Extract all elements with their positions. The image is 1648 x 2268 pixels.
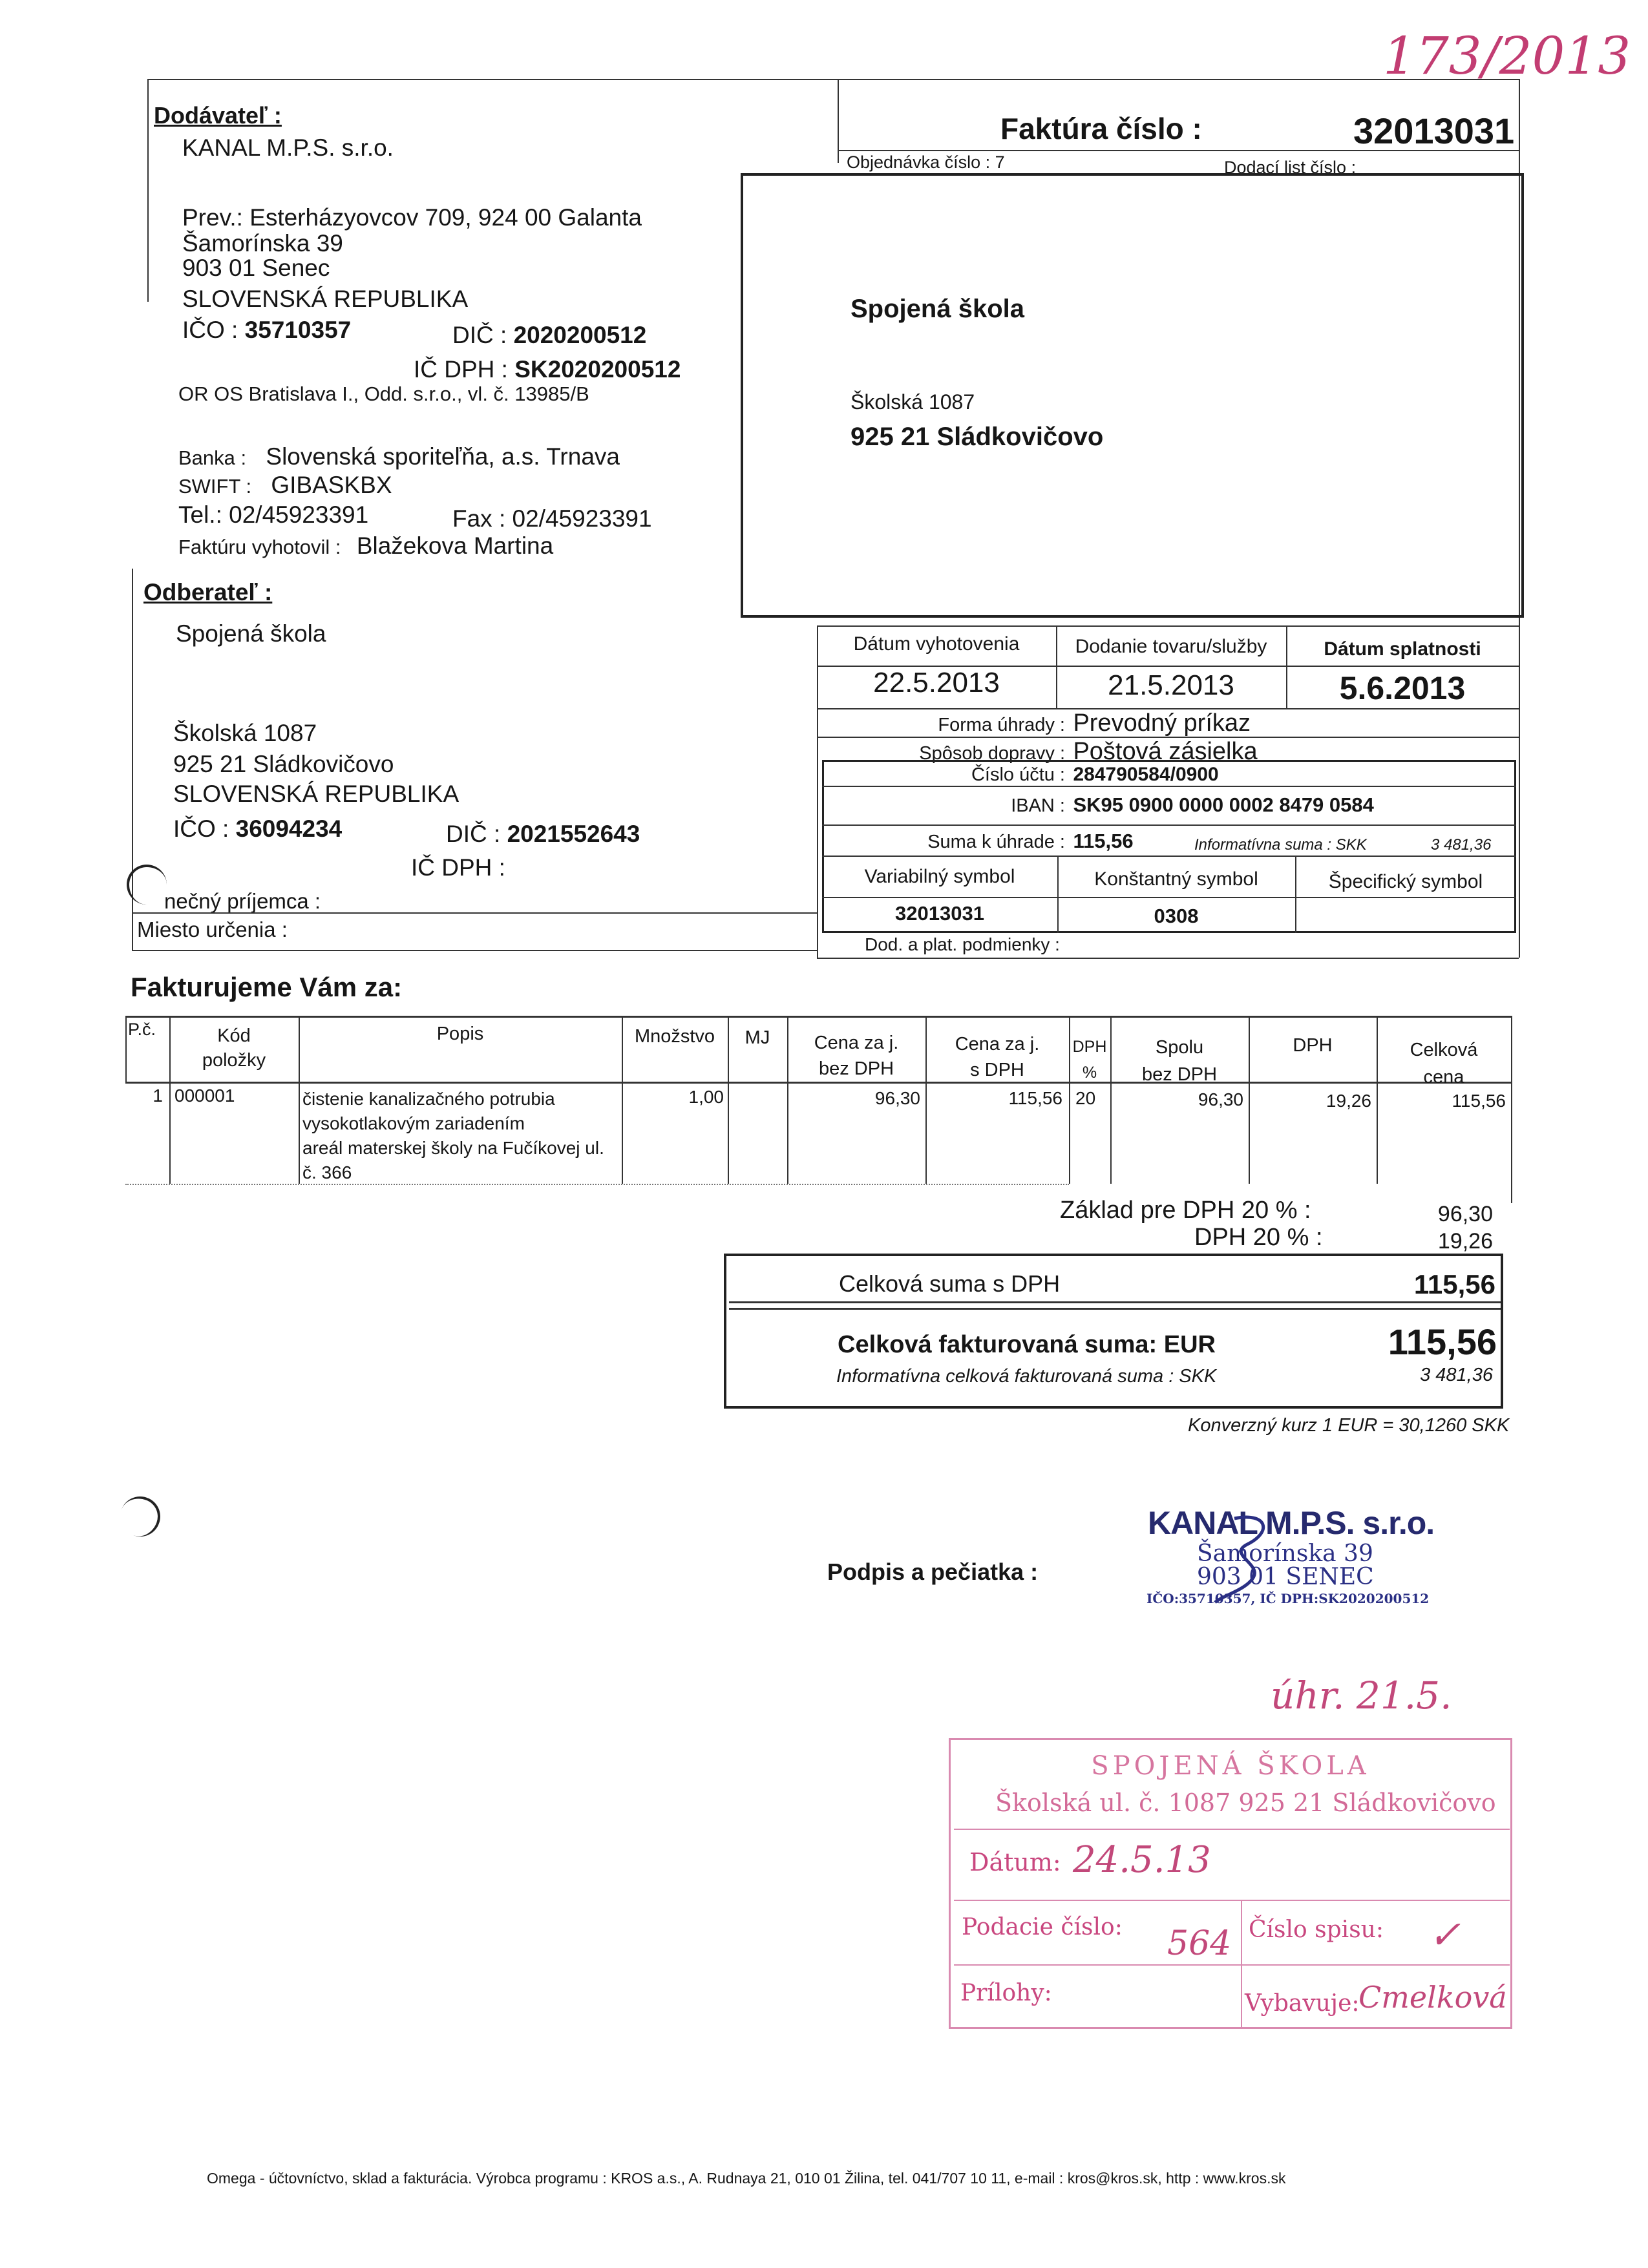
delivery-date-value: 21.5.2013	[1108, 669, 1234, 701]
customer-heading: Odberateľ :	[143, 579, 273, 605]
col-code-line2: položky	[202, 1050, 266, 1071]
item-total-net: 96,30	[1198, 1089, 1243, 1109]
gross-total-label: Celková suma s DPH	[839, 1270, 1061, 1297]
receipt-handler-value: Cmelková	[1358, 1980, 1507, 2015]
issue-date-label: Dátum vyhotovenia	[853, 633, 1020, 655]
iban	[822, 793, 1374, 817]
bank-label: Banka :	[178, 446, 247, 469]
punch-hole-mark	[114, 1491, 165, 1542]
company-stamp-line2: 903 01 SENEC	[1197, 1564, 1374, 1590]
item-pc: 1	[153, 1086, 163, 1106]
bank-value: Slovenská sporiteľňa, a.s. Trnava	[266, 443, 620, 470]
order-number: Objednávka číslo : 7	[847, 152, 1005, 172]
final-recipient-label: nečný príjemca :	[164, 889, 321, 913]
customer-ico-value: 36094234	[235, 815, 343, 842]
col-desc: Popis	[436, 1024, 484, 1044]
conditions-label: Dod. a plat. podmienky :	[865, 934, 1060, 954]
signature-label: Podpis a pečiatka :	[827, 1559, 1039, 1585]
totals-inner-line-2	[729, 1308, 1501, 1310]
receipt-handler-label: Vybavuje:	[1245, 1990, 1360, 2017]
item-desc-line2: vysokotlakovým zariadením	[302, 1113, 525, 1133]
amount-due-value: 115,56	[1073, 830, 1134, 852]
icdph-label: IČ DPH :	[414, 356, 508, 383]
supplier-ico	[182, 318, 351, 342]
frame-top-line	[147, 79, 1519, 80]
item-total: 115,56	[1452, 1091, 1506, 1111]
receipt-stamp-address: Školská ul. č. 1087 925 21 Sládkovičovo	[995, 1789, 1496, 1817]
receipt-file-value: ✓	[1428, 1913, 1461, 1958]
amount-info-value: 3 481,36	[1431, 836, 1492, 854]
due-date-label: Dátum splatnosti	[1324, 638, 1481, 660]
frame-bottom-line	[132, 950, 817, 951]
handwritten-reference: 173/2013	[1383, 26, 1631, 86]
iban-line	[822, 824, 1516, 826]
item-vat-amount: 19,26	[1326, 1091, 1371, 1111]
customer-dic	[446, 822, 640, 846]
iban-value: SK95 0900 0000 0002 8479 0584	[1073, 793, 1374, 816]
frame-bottom-line-right	[817, 958, 1519, 959]
item-desc-line4: č. 366	[302, 1162, 352, 1182]
supplier-heading: Dodávateľ :	[154, 102, 282, 129]
supplier-country: SLOVENSKÁ REPUBLIKA	[182, 286, 469, 312]
supplier-register: OR OS Bratislava I., Odd. s.r.o., vl. č. 13985/B	[178, 383, 589, 405]
shipping-value: Poštová zásielka	[1073, 738, 1258, 765]
customer-ico	[173, 817, 342, 841]
customer-country: SLOVENSKÁ REPUBLIKA	[173, 781, 460, 807]
supplier-address-3: 903 01 Senec	[182, 255, 330, 281]
issued-by-label: Faktúru vyhotovil :	[178, 536, 341, 558]
supplier-fax	[452, 507, 652, 530]
account	[822, 764, 1219, 786]
issue-date-value: 22.5.2013	[873, 667, 1000, 698]
amount-due	[822, 830, 1134, 853]
col-unit-net	[787, 1030, 925, 1082]
supplier-name: KANAL M.P.S. s.r.o.	[182, 134, 394, 161]
item-qty: 1,00	[688, 1087, 724, 1107]
col-qty: Množstvo	[634, 1026, 715, 1047]
vat-base-label: Základ pre DPH 20 % :	[1060, 1197, 1311, 1224]
item-desc-line3: areál materskej školy na Fučíkovej ul.	[302, 1138, 604, 1158]
signature-scribble	[1209, 1506, 1286, 1609]
customer-divider	[132, 912, 817, 914]
delivery-date-label: Dodanie tovaru/služby	[1075, 636, 1267, 657]
vs-value: 32013031	[895, 902, 984, 925]
recipient-city: 925 21 Sládkovičovo	[850, 423, 1104, 451]
fax-value: 02/45923391	[512, 505, 652, 532]
customer-dic-label: DIČ :	[446, 821, 501, 847]
vs-label: Variabilný symbol	[864, 866, 1015, 887]
items-left-line	[125, 1016, 127, 1082]
ico-label: IČO :	[182, 317, 238, 343]
invoice-title: Faktúra číslo :	[1000, 112, 1202, 145]
ss-label: Špecifický symbol	[1328, 871, 1483, 892]
items-heading: Fakturujeme Vám za:	[131, 972, 403, 1002]
invoice-header-line	[838, 150, 1519, 151]
account-value: 284790584/0900	[1073, 764, 1219, 785]
payment-form-label: Forma úhrady :	[938, 715, 1065, 735]
receipt-reg-label: Podacie číslo:	[962, 1914, 1123, 1940]
swift-label: SWIFT :	[178, 475, 252, 498]
customer-name: Spojená škola	[176, 620, 326, 647]
col-vat-amount: DPH	[1293, 1035, 1333, 1056]
supplier-address-2: Šamorínska 39	[182, 230, 343, 257]
supplier-dic	[452, 323, 646, 347]
address-label: Prev.:	[182, 204, 243, 231]
ks-label: Konštantný symbol	[1094, 868, 1258, 890]
receipt-date-value: 24.5.13	[1073, 1839, 1211, 1881]
issued-by-value: Blažekova Martina	[356, 532, 554, 559]
invoice-number: 32013031	[1353, 110, 1515, 151]
iban-label: IBAN :	[1011, 795, 1065, 816]
destination-label: Miesto určenia :	[137, 918, 288, 941]
customer-dic-value: 2021552643	[507, 821, 640, 847]
item-unit-gross: 115,56	[1008, 1088, 1062, 1108]
col-code-line1: Kód	[217, 1025, 251, 1046]
col-total-net-line2: bez DPH	[1141, 1064, 1218, 1085]
items-top-line	[125, 1016, 1512, 1018]
item-unit-net: 96,30	[874, 1088, 920, 1108]
receipt-stamp-line-3	[954, 1964, 1510, 1966]
payment-form-value: Prevodný príkaz	[1073, 709, 1251, 737]
invoiced-total-value: 115,56	[1388, 1321, 1497, 1362]
dates-top-line	[817, 625, 1519, 627]
ks-value: 0308	[1154, 905, 1199, 927]
address-value: Esterházyovcov 709, 924 00 Galanta	[249, 204, 642, 231]
item-vat-pct: 20	[1075, 1088, 1096, 1108]
payment-form	[817, 709, 1519, 737]
supplier-swift	[178, 473, 392, 497]
receipt-stamp-title: SPOJENÁ ŠKOLA	[1091, 1751, 1370, 1781]
totals-inner-line	[729, 1301, 1501, 1303]
col-unit-gross	[925, 1031, 1069, 1083]
tel-value: 02/45923391	[229, 501, 369, 528]
col-mj: MJ	[745, 1027, 770, 1048]
item-desc-line1: čistenie kanalizačného potrubia	[302, 1089, 555, 1109]
table-row	[125, 1083, 1512, 1186]
item-desc	[302, 1087, 604, 1185]
supplier-issued-by	[178, 534, 553, 558]
ico-value: 35710357	[244, 317, 352, 343]
punch-hole-mark-top	[127, 865, 167, 905]
receipt-stamp-line-2	[954, 1900, 1510, 1901]
payment-note: úhr. 21.5.	[1271, 1674, 1452, 1717]
symbols-col-line-2	[1295, 856, 1296, 933]
supplier-icdph	[414, 357, 681, 381]
item-code: 000001	[174, 1086, 235, 1106]
col-total-line2: cena	[1423, 1067, 1464, 1087]
recipient-street: Školská 1087	[850, 390, 975, 414]
account-line	[822, 786, 1516, 787]
supplier-bank	[178, 445, 620, 468]
company-stamp-line3: IČO:35710357, IČ DPH:SK2020200512	[1146, 1591, 1430, 1606]
col-total-line1: Celková	[1410, 1040, 1478, 1060]
amount-info-label: Informatívna suma : SKK	[1194, 836, 1367, 854]
icdph-value: SK2020200512	[514, 356, 681, 383]
supplier-tel	[178, 503, 368, 527]
company-stamp-line1: Šamorínska 39	[1197, 1540, 1373, 1567]
recipient-name: Spojená škola	[850, 295, 1024, 323]
software-footer: Omega - účtovníctvo, sklad a fakturácia. Výrobca programu : KROS a.s., A. Rudnaya 21, 010 01 Žilina, tel. 041/707 10 11, e-mail : kros@kros.sk, http : www.kros.sk	[207, 2170, 1286, 2187]
customer-ico-label: IČO :	[173, 815, 229, 842]
company-stamp-name: KANAL M.P.S. s.r.o.	[1148, 1505, 1435, 1541]
dic-label: DIČ :	[452, 322, 507, 348]
col-unit-gross-line2: s DPH	[970, 1060, 1024, 1080]
shipping-label: Spôsob dopravy :	[919, 743, 1065, 764]
amount-due-label: Suma k úhrade :	[927, 832, 1065, 852]
invoiced-total-label: Celková fakturovaná suma: EUR	[838, 1331, 1216, 1358]
receipt-stamp-line-1	[954, 1829, 1510, 1830]
receipt-attachments-label: Prílohy:	[960, 1980, 1052, 2006]
col-total-net	[1110, 1034, 1249, 1088]
symbols-mid-line	[822, 897, 1516, 898]
receipt-date-label: Dátum:	[969, 1848, 1061, 1876]
swift-value: GIBASKBX	[271, 472, 392, 498]
col-code	[169, 1024, 299, 1073]
vat-label: DPH 20 % :	[1194, 1224, 1323, 1251]
col-vat-pct-line1: DPH	[1072, 1038, 1107, 1056]
fax-label: Fax :	[452, 505, 506, 532]
items-bottom-line	[125, 1184, 1069, 1185]
vat-base-value: 96,30	[1437, 1202, 1493, 1226]
invoiced-info-value: 3 481,36	[1420, 1365, 1493, 1385]
due-date-value: 5.6.2013	[1339, 670, 1466, 706]
receipt-reg-value: 564	[1167, 1924, 1232, 1963]
dic-value: 2020200512	[513, 322, 647, 348]
col-total-net-line1: Spolu	[1155, 1037, 1204, 1058]
customer-street: Školská 1087	[173, 720, 317, 746]
delivery-note: Dodací list číslo :	[1224, 158, 1357, 177]
col-unit-gross-line1: Cena za j.	[955, 1034, 1040, 1055]
amount-line	[822, 856, 1516, 857]
conversion-rate: Konverzný kurz 1 EUR = 30,1260 SKK	[1188, 1415, 1510, 1436]
account-label: Číslo účtu :	[971, 764, 1065, 785]
frame-left-line	[147, 79, 149, 302]
gross-total-value: 115,56	[1413, 1269, 1495, 1299]
receipt-file-label: Číslo spisu:	[1249, 1916, 1384, 1943]
customer-icdph: IČ DPH :	[411, 854, 505, 881]
supplier-address-1	[182, 205, 642, 229]
invoiced-info-label: Informatívna celková fakturovaná suma : SKK	[836, 1366, 1217, 1387]
col-pc: P.č.	[128, 1020, 156, 1039]
col-unit-net-line1: Cena za j.	[814, 1033, 899, 1053]
vat-value: 19,26	[1437, 1229, 1493, 1254]
tel-label: Tel.:	[178, 501, 222, 528]
col-vat-pct	[1069, 1034, 1110, 1086]
customer-city: 925 21 Sládkovičovo	[173, 751, 394, 777]
col-vat-pct-line2: %	[1082, 1064, 1097, 1082]
col-unit-net-line2: bez DPH	[818, 1058, 894, 1079]
